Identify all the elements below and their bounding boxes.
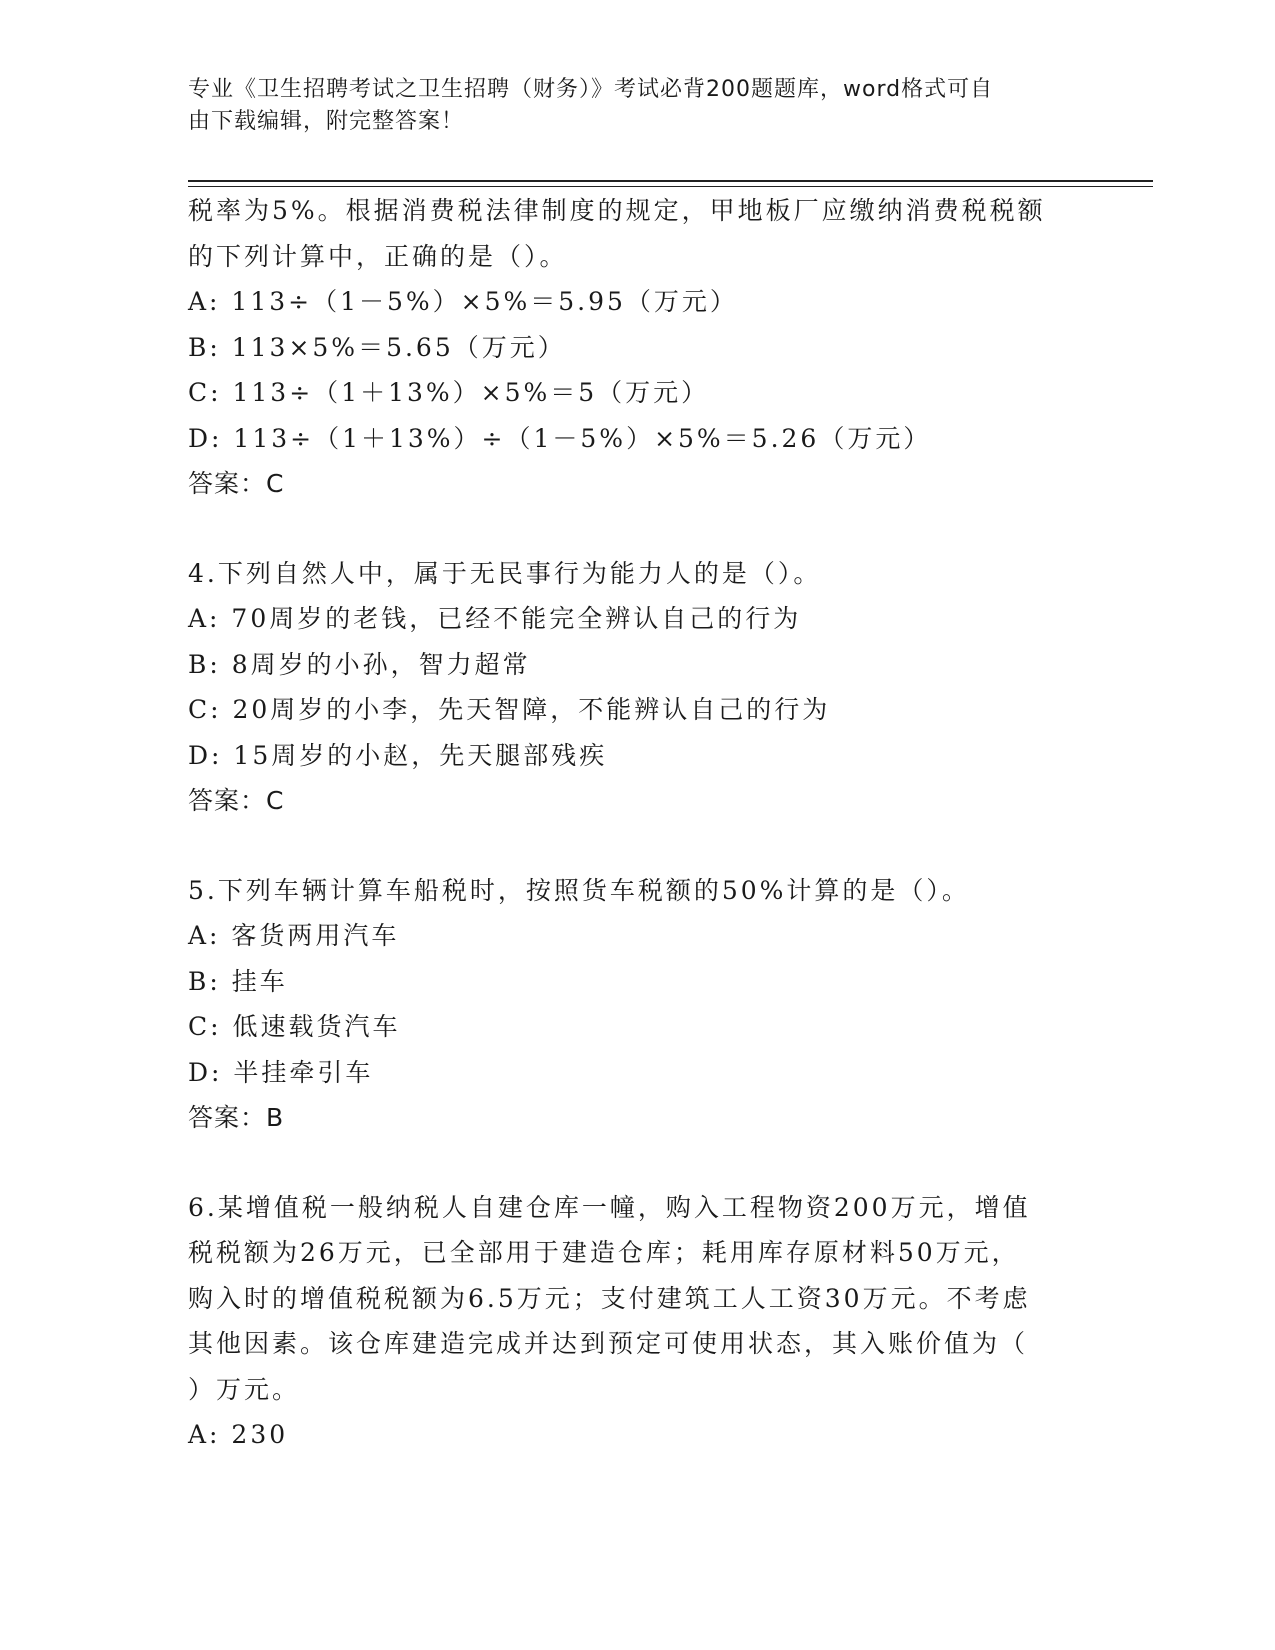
answer-line: 答案：C bbox=[188, 469, 285, 498]
question-3 bbox=[188, 188, 1088, 507]
option-c: C: 113÷（1＋13%）×5%＝5（万元） bbox=[188, 378, 710, 407]
question-stem-line: 购入时的增值税税额为6.5万元；支付建筑工人工资30万元。不考虑 bbox=[188, 1283, 1031, 1313]
option-d: D: 15周岁的小赵，先天腿部残疾 bbox=[188, 740, 608, 770]
option-a: A: 230 bbox=[188, 1420, 289, 1449]
header-title-line-1: 专业《卫生招聘考试之卫生招聘（财务）》考试必背200题题库，word格式可自 bbox=[188, 77, 994, 102]
option-a: A: 70周岁的老钱，已经不能完全辨认自己的行为 bbox=[188, 604, 802, 633]
question-5 bbox=[188, 868, 1088, 1141]
question-stem: 4.下列自然人中，属于无民事行为能力人的是（）。 bbox=[188, 558, 822, 588]
option-b: B: 挂车 bbox=[188, 966, 288, 996]
question-spacer bbox=[188, 507, 1088, 551]
option-c: C: 20周岁的小李，先天智障，不能辨认自己的行为 bbox=[188, 695, 831, 724]
question-stem-line: 的下列计算中，正确的是（）。 bbox=[188, 241, 568, 271]
option-b: B: 113×5%＝5.65（万元） bbox=[188, 332, 566, 362]
question-stem-line: 税税额为26万元，已全部用于建造仓库；耗用库存原材料50万元， bbox=[188, 1238, 1020, 1267]
option-b: B: 8周岁的小孙，智力超常 bbox=[188, 649, 531, 679]
question-stem: 5.下列车辆计算车船税时，按照货车税额的50%计算的是（）。 bbox=[188, 875, 970, 905]
option-a: A: 113÷（1－5%）×5%＝5.95（万元） bbox=[188, 287, 738, 316]
question-stem-line: 税率为5%。根据消费税法律制度的规定，甲地板厂应缴纳消费税税额 bbox=[188, 196, 1046, 225]
question-stem-line: 6.某增值税一般纳税人自建仓库一幢，购入工程物资200万元，增值 bbox=[188, 1192, 1031, 1222]
header-divider-thick bbox=[188, 180, 1153, 182]
question-stem-line: ）万元。 bbox=[188, 1374, 301, 1404]
option-d: D: 113÷（1＋13%）÷（1－5%）×5%＝5.26（万元） bbox=[188, 423, 932, 453]
question-stem-line: 其他因素。该仓库建造完成并达到预定可使用状态，其入账价值为（ bbox=[188, 1329, 1029, 1358]
question-list bbox=[188, 188, 1088, 1458]
answer-line: 答案：C bbox=[188, 786, 285, 815]
answer-line: 答案：B bbox=[188, 1103, 285, 1132]
question-spacer bbox=[188, 1141, 1088, 1185]
option-a: A: 客货两用汽车 bbox=[188, 921, 400, 950]
document-header bbox=[188, 74, 1068, 138]
question-spacer bbox=[188, 824, 1088, 868]
question-4 bbox=[188, 551, 1088, 824]
option-c: C: 低速载货汽车 bbox=[188, 1012, 401, 1041]
option-d: D: 半挂牵引车 bbox=[188, 1057, 374, 1087]
header-divider-thin bbox=[188, 186, 1153, 187]
question-6 bbox=[188, 1185, 1088, 1458]
header-title-line-2: 由下载编辑，附完整答案！ bbox=[188, 109, 465, 134]
